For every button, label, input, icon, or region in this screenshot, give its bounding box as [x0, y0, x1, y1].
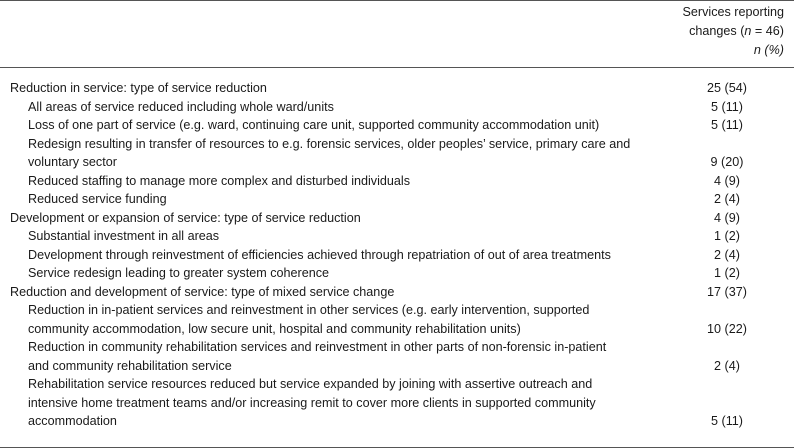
table-top-rule — [0, 0, 794, 1]
row-value: 1 (2) — [714, 266, 740, 280]
row-label — [28, 98, 334, 117]
row-label-line: Reduction in community rehabilitation services and reinvestment in other parts of non-forensic in-patient — [28, 340, 607, 354]
table-row — [0, 190, 794, 209]
table-section-row — [0, 209, 794, 228]
row-value: 2 (4) — [714, 358, 740, 373]
table-row — [0, 98, 794, 117]
table-row — [0, 375, 794, 431]
row-value: 25 (54) — [707, 81, 747, 95]
column-header — [584, 3, 784, 60]
row-label-line: Rehabilitation service resources reduced but service expanded by joining with assertive outreach and — [28, 377, 593, 391]
table-row — [0, 227, 794, 246]
table-row — [0, 338, 794, 375]
row-label — [10, 283, 394, 302]
row-label-line: Reduction in in-patient services and reinvestment in other services (e.g. early intervention, supported — [28, 303, 590, 317]
row-label — [28, 338, 606, 375]
column-header-line-2: changes (n = 46) — [689, 24, 784, 38]
row-value: 4 (9) — [714, 173, 740, 188]
row-label — [28, 172, 410, 191]
row-label-line: Reduction and development of service: type of mixed service change — [10, 284, 395, 299]
row-label-line: Reduced staffing to manage more complex and disturbed individuals — [28, 173, 411, 188]
row-label-line: Reduction in service: type of service reduction — [10, 81, 267, 95]
table-row — [0, 135, 794, 172]
row-label-line: intensive home treatment teams and/or increasing remit to cover more clients in supported community — [28, 395, 596, 410]
row-label-line: and community rehabilitation service — [28, 358, 232, 373]
row-value: 2 (4) — [714, 247, 740, 262]
row-value: 5 (11) — [711, 118, 743, 132]
row-label — [28, 301, 589, 338]
row-label-line: Loss of one part of service (e.g. ward, continuing care unit, supported community accommodation unit) — [28, 118, 600, 132]
column-header-line-1: Services reporting — [682, 5, 784, 19]
row-label — [28, 135, 630, 172]
row-label — [28, 375, 596, 431]
row-label-line: community accommodation, low secure unit, hospital and community rehabilitation units) — [28, 321, 521, 336]
row-value: 9 (20) — [710, 155, 744, 169]
row-label — [10, 209, 361, 228]
table-row — [0, 264, 794, 283]
table-row — [0, 246, 794, 265]
row-label-line: Development through reinvestment of efficiencies achieved through repatriation of out of area treatments — [28, 247, 611, 262]
row-value: 4 (9) — [714, 210, 740, 225]
row-value: 1 (2) — [714, 229, 740, 243]
row-label-line: accommodation — [28, 414, 117, 428]
row-label — [28, 246, 611, 265]
row-label-line: Reduced service funding — [28, 192, 167, 206]
table-row — [0, 301, 794, 338]
row-label-line: All areas of service reduced including whole ward/units — [28, 99, 334, 114]
table-row — [0, 172, 794, 191]
row-label-line: voluntary sector — [28, 155, 117, 169]
row-value: 5 (11) — [711, 414, 743, 428]
table-section-row — [0, 283, 794, 302]
row-label — [28, 190, 167, 209]
row-value: 5 (11) — [711, 99, 743, 114]
row-value: 2 (4) — [714, 192, 740, 206]
column-header-line-3: n (%) — [753, 43, 784, 57]
row-label — [10, 79, 267, 98]
row-value: 17 (37) — [707, 284, 747, 299]
row-label-line: Service redesign leading to greater system coherence — [28, 266, 330, 280]
header-bottom-rule — [0, 67, 794, 68]
table-row — [0, 116, 794, 135]
row-label — [28, 227, 219, 246]
row-label-line: Development or expansion of service: type of service reduction — [10, 210, 361, 225]
row-label-line: Substantial investment in all areas — [28, 229, 220, 243]
row-value: 10 (22) — [707, 321, 747, 336]
table-section-row — [0, 79, 794, 98]
row-label-line: Redesign resulting in transfer of resources to e.g. forensic services, older peoples’ service, primary care and — [28, 136, 631, 151]
row-label — [28, 264, 329, 283]
row-label — [28, 116, 599, 135]
